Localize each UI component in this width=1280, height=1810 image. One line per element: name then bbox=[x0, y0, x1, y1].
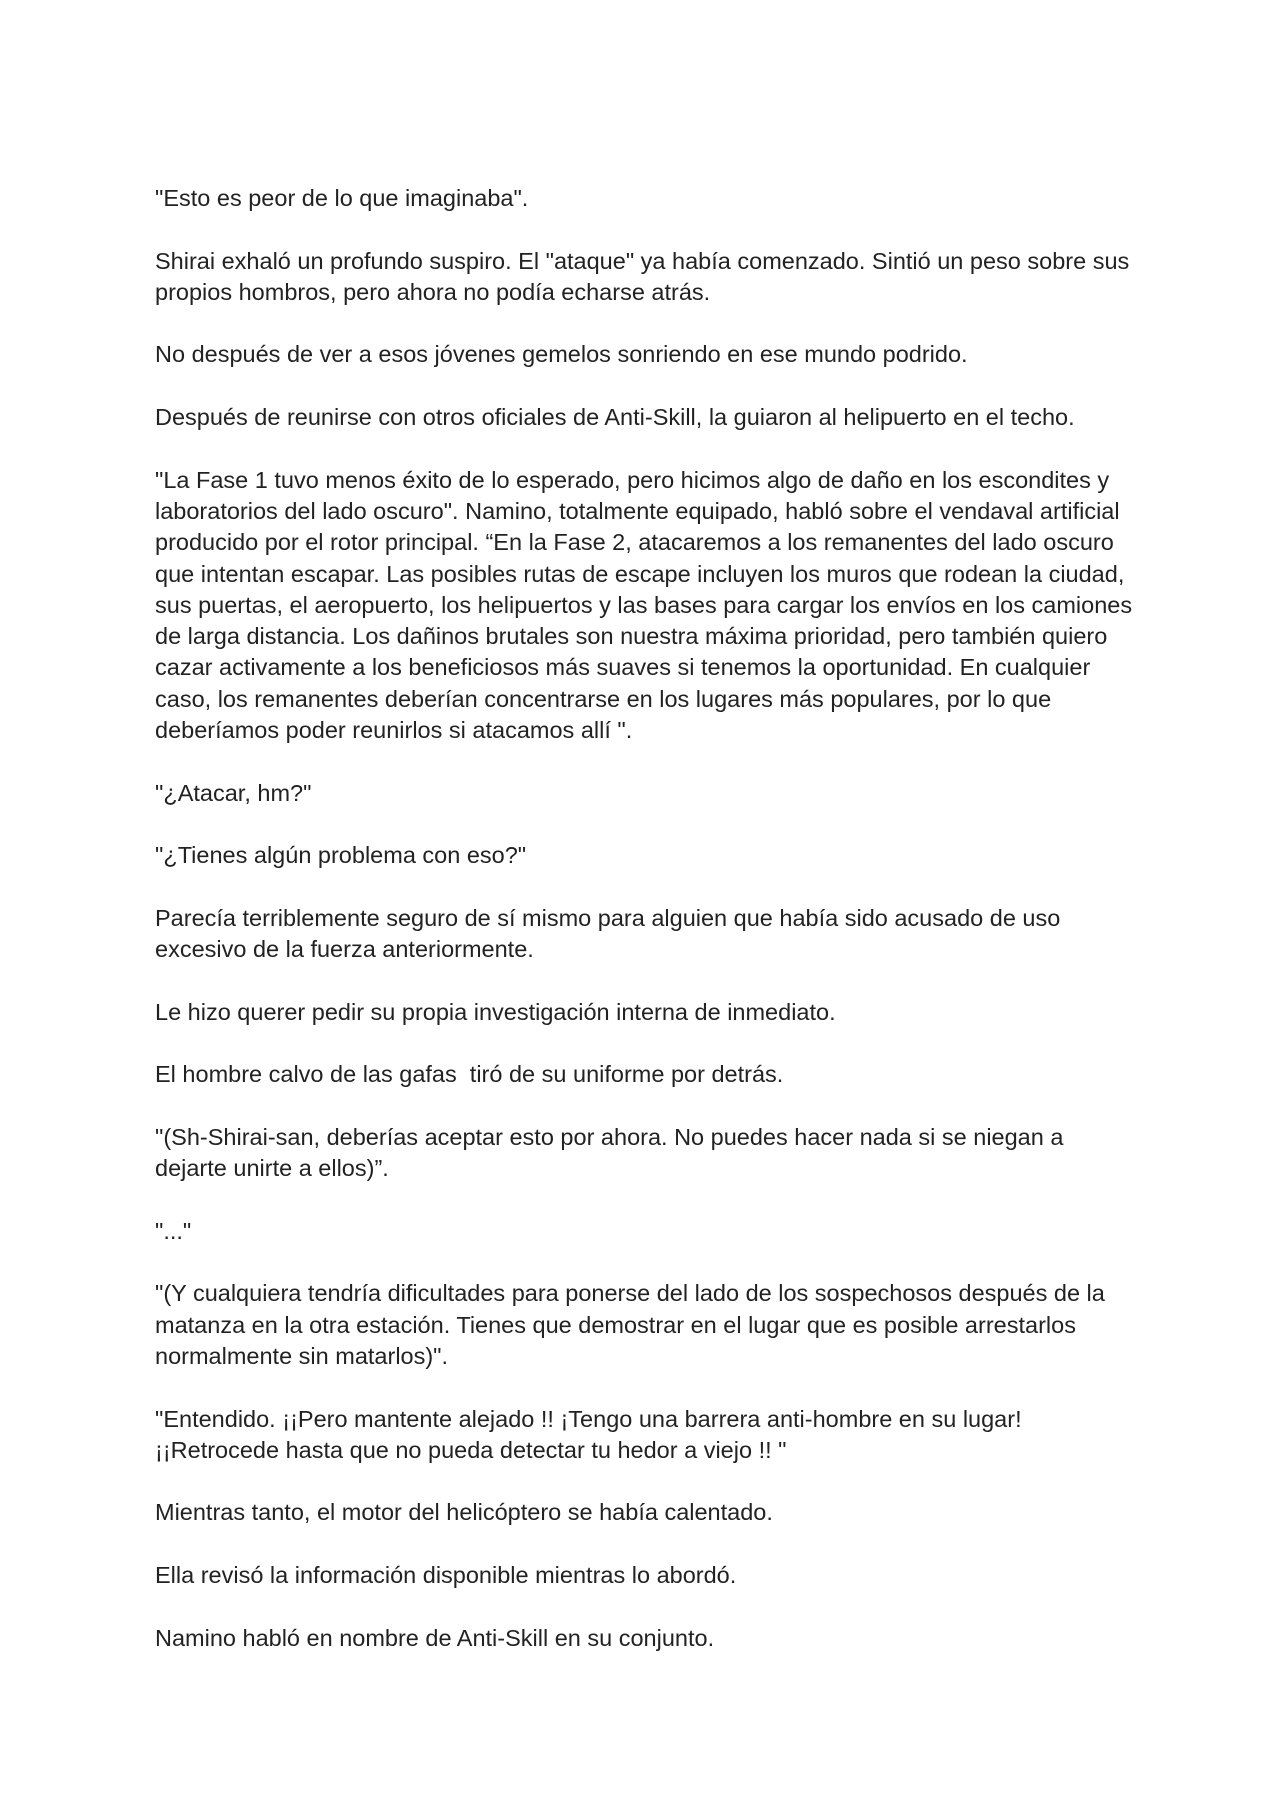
paragraph-8: Parecía terriblemente seguro de sí mismo para alguien que había sido acusado de uso excesivo de la fuerza anteriormente. bbox=[155, 904, 1067, 963]
paragraph-2: Shirai exhaló un profundo suspiro. El "ataque" ya había comenzado. Sintió un peso sobre sus propios hombros, pero ahora no podía echarse atrás. bbox=[155, 247, 1136, 305]
paragraph-6: "¿Atacar, hm?" bbox=[155, 779, 312, 806]
paragraph-16: Ella revisó la información disponible mientras lo abordó. bbox=[155, 1562, 737, 1589]
paragraph-1: "Esto es peor de lo que imaginaba". bbox=[155, 185, 529, 211]
paragraph-11: "(Sh-Shirai-san, deberías aceptar esto por ahora. No puedes hacer nada si se niegan a dejarte unirte a ellos)”. bbox=[155, 1123, 1070, 1182]
paragraph-5: "La Fase 1 tuvo menos éxito de lo esperado, pero hicimos algo de daño en los escondites y laboratorios del lado oscuro". Namino, totalmente equipado, habló sobre el vendaval artificial producido por el rotor principal. “En la Fase 2, atacaremos a los remanentes del lado oscuro que intentan escapar. Las posibles rutas de escape incluyen los muros que rodean la ciudad, sus puertas, el aeropuerto, los helipuertos y las bases para cargar los envíos en los camiones de larga distancia. Los dañinos brutales son nuestra máxima prioridad, pero también quiero cazar activamente a los beneficiosos más suaves si tenemos la oportunidad. En cualquier caso, los remanentes deberían concentrarse en los lugares más populares, por lo que deberíamos poder reunirlos si atacamos allí ". bbox=[155, 466, 1139, 744]
document-page bbox=[155, 183, 1140, 1685]
paragraph-7: "¿Tienes algún problema con eso?" bbox=[155, 842, 527, 869]
paragraph-4: Después de reunirse con otros oficiales de Anti-Skill, la guiaron al helipuerto en el techo. bbox=[155, 404, 1075, 431]
paragraph-15: Mientras tanto, el motor del helicóptero se había calentado. bbox=[155, 1499, 773, 1526]
paragraph-14: "Entendido. ¡¡Pero mantente alejado !! ¡Tengo una barrera anti-hombre en su lugar! ¡¡Retrocede hasta que no pueda detectar tu hedor a viejo !! " bbox=[155, 1405, 1029, 1463]
paragraph-10: El hombre calvo de las gafas tiró de su uniforme por detrás. bbox=[155, 1061, 784, 1088]
paragraph-13: "(Y cualquiera tendría dificultades para ponerse del lado de los sospechosos después de la matanza en la otra estación. Tienes que demostrar en el lugar que es posible arrestarlos normalmente sin matarlos)". bbox=[155, 1280, 1112, 1369]
paragraph-17: Namino habló en nombre de Anti-Skill en su conjunto. bbox=[155, 1624, 715, 1651]
paragraph-12: "..." bbox=[155, 1217, 192, 1244]
paragraph-9: Le hizo querer pedir su propia investigación interna de inmediato. bbox=[155, 998, 836, 1025]
paragraph-3: No después de ver a esos jóvenes gemelos sonriendo en ese mundo podrido. bbox=[155, 341, 968, 368]
